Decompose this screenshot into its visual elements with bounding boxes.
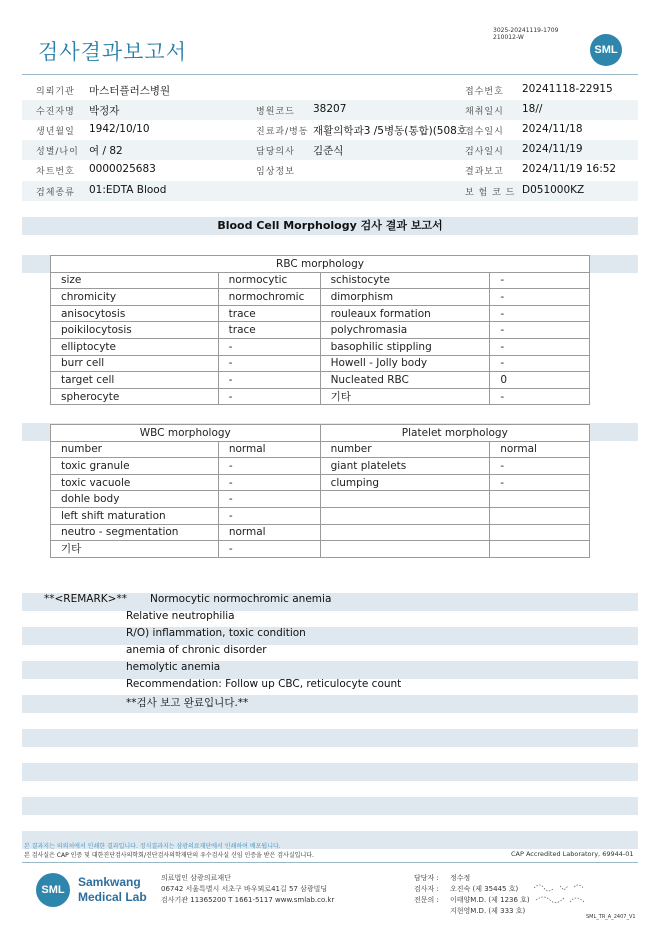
item-name: 기타 xyxy=(320,388,490,405)
item-name: size xyxy=(51,272,219,289)
band xyxy=(22,729,638,747)
item-name: chromicity xyxy=(51,289,219,306)
tester-label: 검사자 : xyxy=(414,885,439,893)
item-name: dohle body xyxy=(51,491,219,508)
item-result: - xyxy=(218,474,320,491)
info-label: 담당의사 xyxy=(256,147,295,157)
info-label: 병원코드 xyxy=(256,107,295,117)
item-result: - xyxy=(218,372,320,389)
rbc-row xyxy=(51,388,590,405)
remark-line: Recommendation: Follow up CBC, reticulocyte count xyxy=(126,678,402,690)
item-result: trace xyxy=(218,305,320,322)
item-name: burr cell xyxy=(51,355,219,372)
wbc-platelet-row xyxy=(51,507,590,524)
wbc-platelet-row xyxy=(51,524,590,541)
rbc-row xyxy=(51,322,590,339)
item-result: - xyxy=(490,474,590,491)
item-name: number xyxy=(320,441,490,458)
item-name: target cell xyxy=(51,372,219,389)
item-name: left shift maturation xyxy=(51,507,219,524)
item-result xyxy=(490,541,590,558)
wbc-platelet-row xyxy=(51,474,590,491)
info-label: 임상정보 xyxy=(256,167,295,177)
item-result: - xyxy=(490,289,590,306)
header-divider xyxy=(22,74,638,75)
brand-name-sub: Medical Lab xyxy=(78,890,147,904)
rbc-row xyxy=(51,289,590,306)
band xyxy=(22,661,638,679)
item-result: normocytic xyxy=(218,272,320,289)
item-result: trace xyxy=(218,322,320,339)
item-result: - xyxy=(490,272,590,289)
item-result: - xyxy=(490,338,590,355)
info-value: 01:EDTA Blood xyxy=(89,184,167,196)
wbc-platelet-table xyxy=(50,424,590,558)
item-name: elliptocyte xyxy=(51,338,219,355)
wbc-platelet-row xyxy=(51,458,590,475)
item-name: basophilic stippling xyxy=(320,338,490,355)
info-label: 의뢰기관 xyxy=(36,87,75,97)
info-label: 접수일시 xyxy=(465,127,504,137)
item-name: anisocytosis xyxy=(51,305,219,322)
item-name: toxic granule xyxy=(51,458,219,475)
item-result: - xyxy=(218,388,320,405)
item-name: rouleaux formation xyxy=(320,305,490,322)
info-value: 2024/11/19 xyxy=(522,143,583,155)
item-name: toxic vacuole xyxy=(51,474,219,491)
org-address: 06742 서울특별시 서초구 바우뫼로41길 57 삼광빌딩 xyxy=(161,885,328,893)
tester-name: 오진숙 (제 35445 호) xyxy=(450,885,519,893)
info-label: 성별/나이 xyxy=(36,147,79,157)
item-result: 0 xyxy=(490,372,590,389)
wbc-platelet-row xyxy=(51,441,590,458)
info-value: D051000KZ xyxy=(522,184,585,196)
rbc-row xyxy=(51,372,590,389)
item-name: poikilocytosis xyxy=(51,322,219,339)
print-notice: 본 결과지는 의뢰처에서 인쇄한 결과입니다. 정식결과지는 삼광의료재단에서 인쇄하여 배포됩니다. xyxy=(24,843,281,850)
specialist-name-2: 지현영M.D. (제 333 호) xyxy=(450,907,526,915)
remark-line: **검사 보고 완료입니다.** xyxy=(126,697,249,709)
rbc-row xyxy=(51,355,590,372)
remark-line: Normocytic normochromic anemia xyxy=(150,593,332,605)
remark-line: hemolytic anemia xyxy=(126,661,221,673)
item-result: - xyxy=(218,458,320,475)
item-result xyxy=(490,507,590,524)
item-result: normal xyxy=(218,441,320,458)
info-value: 박정자 xyxy=(89,105,120,117)
band xyxy=(22,763,638,781)
wbc-platelet-row xyxy=(51,491,590,508)
info-row xyxy=(22,140,638,160)
specialist-name: 이태양M.D. (제 1236 호) xyxy=(450,896,530,904)
rbc-morphology-table xyxy=(50,255,590,405)
form-code: SML_TR_A_2407_V1 xyxy=(586,914,636,920)
info-value: 2024/11/19 16:52 xyxy=(522,163,617,175)
item-name: Howell - Jolly body xyxy=(320,355,490,372)
item-name: giant platelets xyxy=(320,458,490,475)
info-value: 1942/10/10 xyxy=(89,123,150,135)
info-value: 18// xyxy=(522,103,543,115)
info-value: 김준식 xyxy=(313,145,344,157)
item-name: schistocyte xyxy=(320,272,490,289)
footer-divider xyxy=(22,862,638,863)
platelet-header: Platelet morphology xyxy=(320,425,589,442)
item-result: - xyxy=(218,355,320,372)
item-name xyxy=(320,524,490,541)
item-result: - xyxy=(490,355,590,372)
rbc-header: RBC morphology xyxy=(51,256,590,273)
item-result: - xyxy=(490,322,590,339)
brand-name: Samkwang xyxy=(78,875,141,889)
item-name: Nucleated RBC xyxy=(320,372,490,389)
item-result: normochromic xyxy=(218,289,320,306)
info-row xyxy=(22,160,638,180)
staff-name: 정수정 xyxy=(450,874,471,882)
rbc-row xyxy=(51,272,590,289)
rbc-row xyxy=(51,305,590,322)
info-value: 0000025683 xyxy=(89,163,156,175)
info-value: 20241118-22915 xyxy=(522,83,613,95)
item-name xyxy=(320,541,490,558)
wbc-header: WBC morphology xyxy=(51,425,321,442)
remark-label: **<REMARK>** xyxy=(44,593,127,605)
band xyxy=(22,627,638,645)
info-label: 검사일시 xyxy=(465,147,504,157)
info-value: 마스터플러스병원 xyxy=(89,85,171,97)
item-name: spherocyte xyxy=(51,388,219,405)
org-contact: 검사기관 11365200 T 1661-5117 www.smlab.co.kr xyxy=(161,896,335,904)
remark-line: Relative neutrophilia xyxy=(126,610,235,622)
cap-accreditation: CAP Accredited Laboratory, 69944-01 xyxy=(511,850,634,858)
info-label: 검체종류 xyxy=(36,188,75,198)
sml-logo: SML xyxy=(590,34,622,66)
info-value: 38207 xyxy=(313,103,347,115)
info-value: 여 / 82 xyxy=(89,145,123,157)
info-label: 접수번호 xyxy=(465,87,504,97)
band xyxy=(22,797,638,815)
info-label: 차트번호 xyxy=(36,167,75,177)
accreditation-notice: 본 검사실은 CAP 인증 및 대한진단검사의학회/진단검사의학재단의 우수검사실 신임 인증을 받은 검사실입니다. xyxy=(24,852,314,859)
document-code: 3025-20241119-1709 xyxy=(493,27,559,34)
remark-line: anemia of chronic disorder xyxy=(126,644,267,656)
org-name: 의료법인 삼광의료재단 xyxy=(161,874,231,882)
item-result xyxy=(490,524,590,541)
section-title: Blood Cell Morphology 검사 결과 보고서 xyxy=(22,217,638,235)
info-label: 보 험 코 드 xyxy=(465,188,516,198)
band xyxy=(22,695,638,713)
rbc-row xyxy=(51,338,590,355)
info-label: 결과보고 xyxy=(465,167,504,177)
item-result: normal xyxy=(490,441,590,458)
sml-brand-logo: SML xyxy=(36,873,70,907)
info-row xyxy=(22,100,638,120)
item-name xyxy=(320,507,490,524)
item-result xyxy=(490,491,590,508)
item-result: - xyxy=(490,458,590,475)
item-result: - xyxy=(218,541,320,558)
item-result: - xyxy=(218,338,320,355)
item-result: - xyxy=(218,491,320,508)
item-result: - xyxy=(218,507,320,524)
report-title: 검사결과보고서 xyxy=(38,40,188,64)
remark-line: R/O) inflammation, toxic condition xyxy=(126,627,306,639)
item-name: 기타 xyxy=(51,541,219,558)
info-row xyxy=(22,181,638,201)
info-label: 진료과/병동 xyxy=(256,127,309,137)
item-result: - xyxy=(490,305,590,322)
item-name: number xyxy=(51,441,219,458)
document-code-suffix: 210012-W xyxy=(493,34,524,41)
info-value: 재활의학과3 /5병동(통합)(508호 xyxy=(313,125,467,137)
item-name: neutro - segmentation xyxy=(51,524,219,541)
staff-label: 담당자 : xyxy=(414,874,439,882)
item-name xyxy=(320,491,490,508)
item-name: clumping xyxy=(320,474,490,491)
info-label: 채취일시 xyxy=(465,107,504,117)
signature-icon xyxy=(530,878,600,912)
wbc-platelet-row xyxy=(51,541,590,558)
info-row xyxy=(22,120,638,140)
item-result: - xyxy=(490,388,590,405)
item-name: polychromasia xyxy=(320,322,490,339)
item-name: dimorphism xyxy=(320,289,490,306)
info-value: 2024/11/18 xyxy=(522,123,583,135)
info-label: 수진자명 xyxy=(36,107,75,117)
item-result: normal xyxy=(218,524,320,541)
info-row xyxy=(22,80,638,100)
info-label: 생년월일 xyxy=(36,127,75,137)
specialist-label: 전문의 : xyxy=(414,896,439,904)
